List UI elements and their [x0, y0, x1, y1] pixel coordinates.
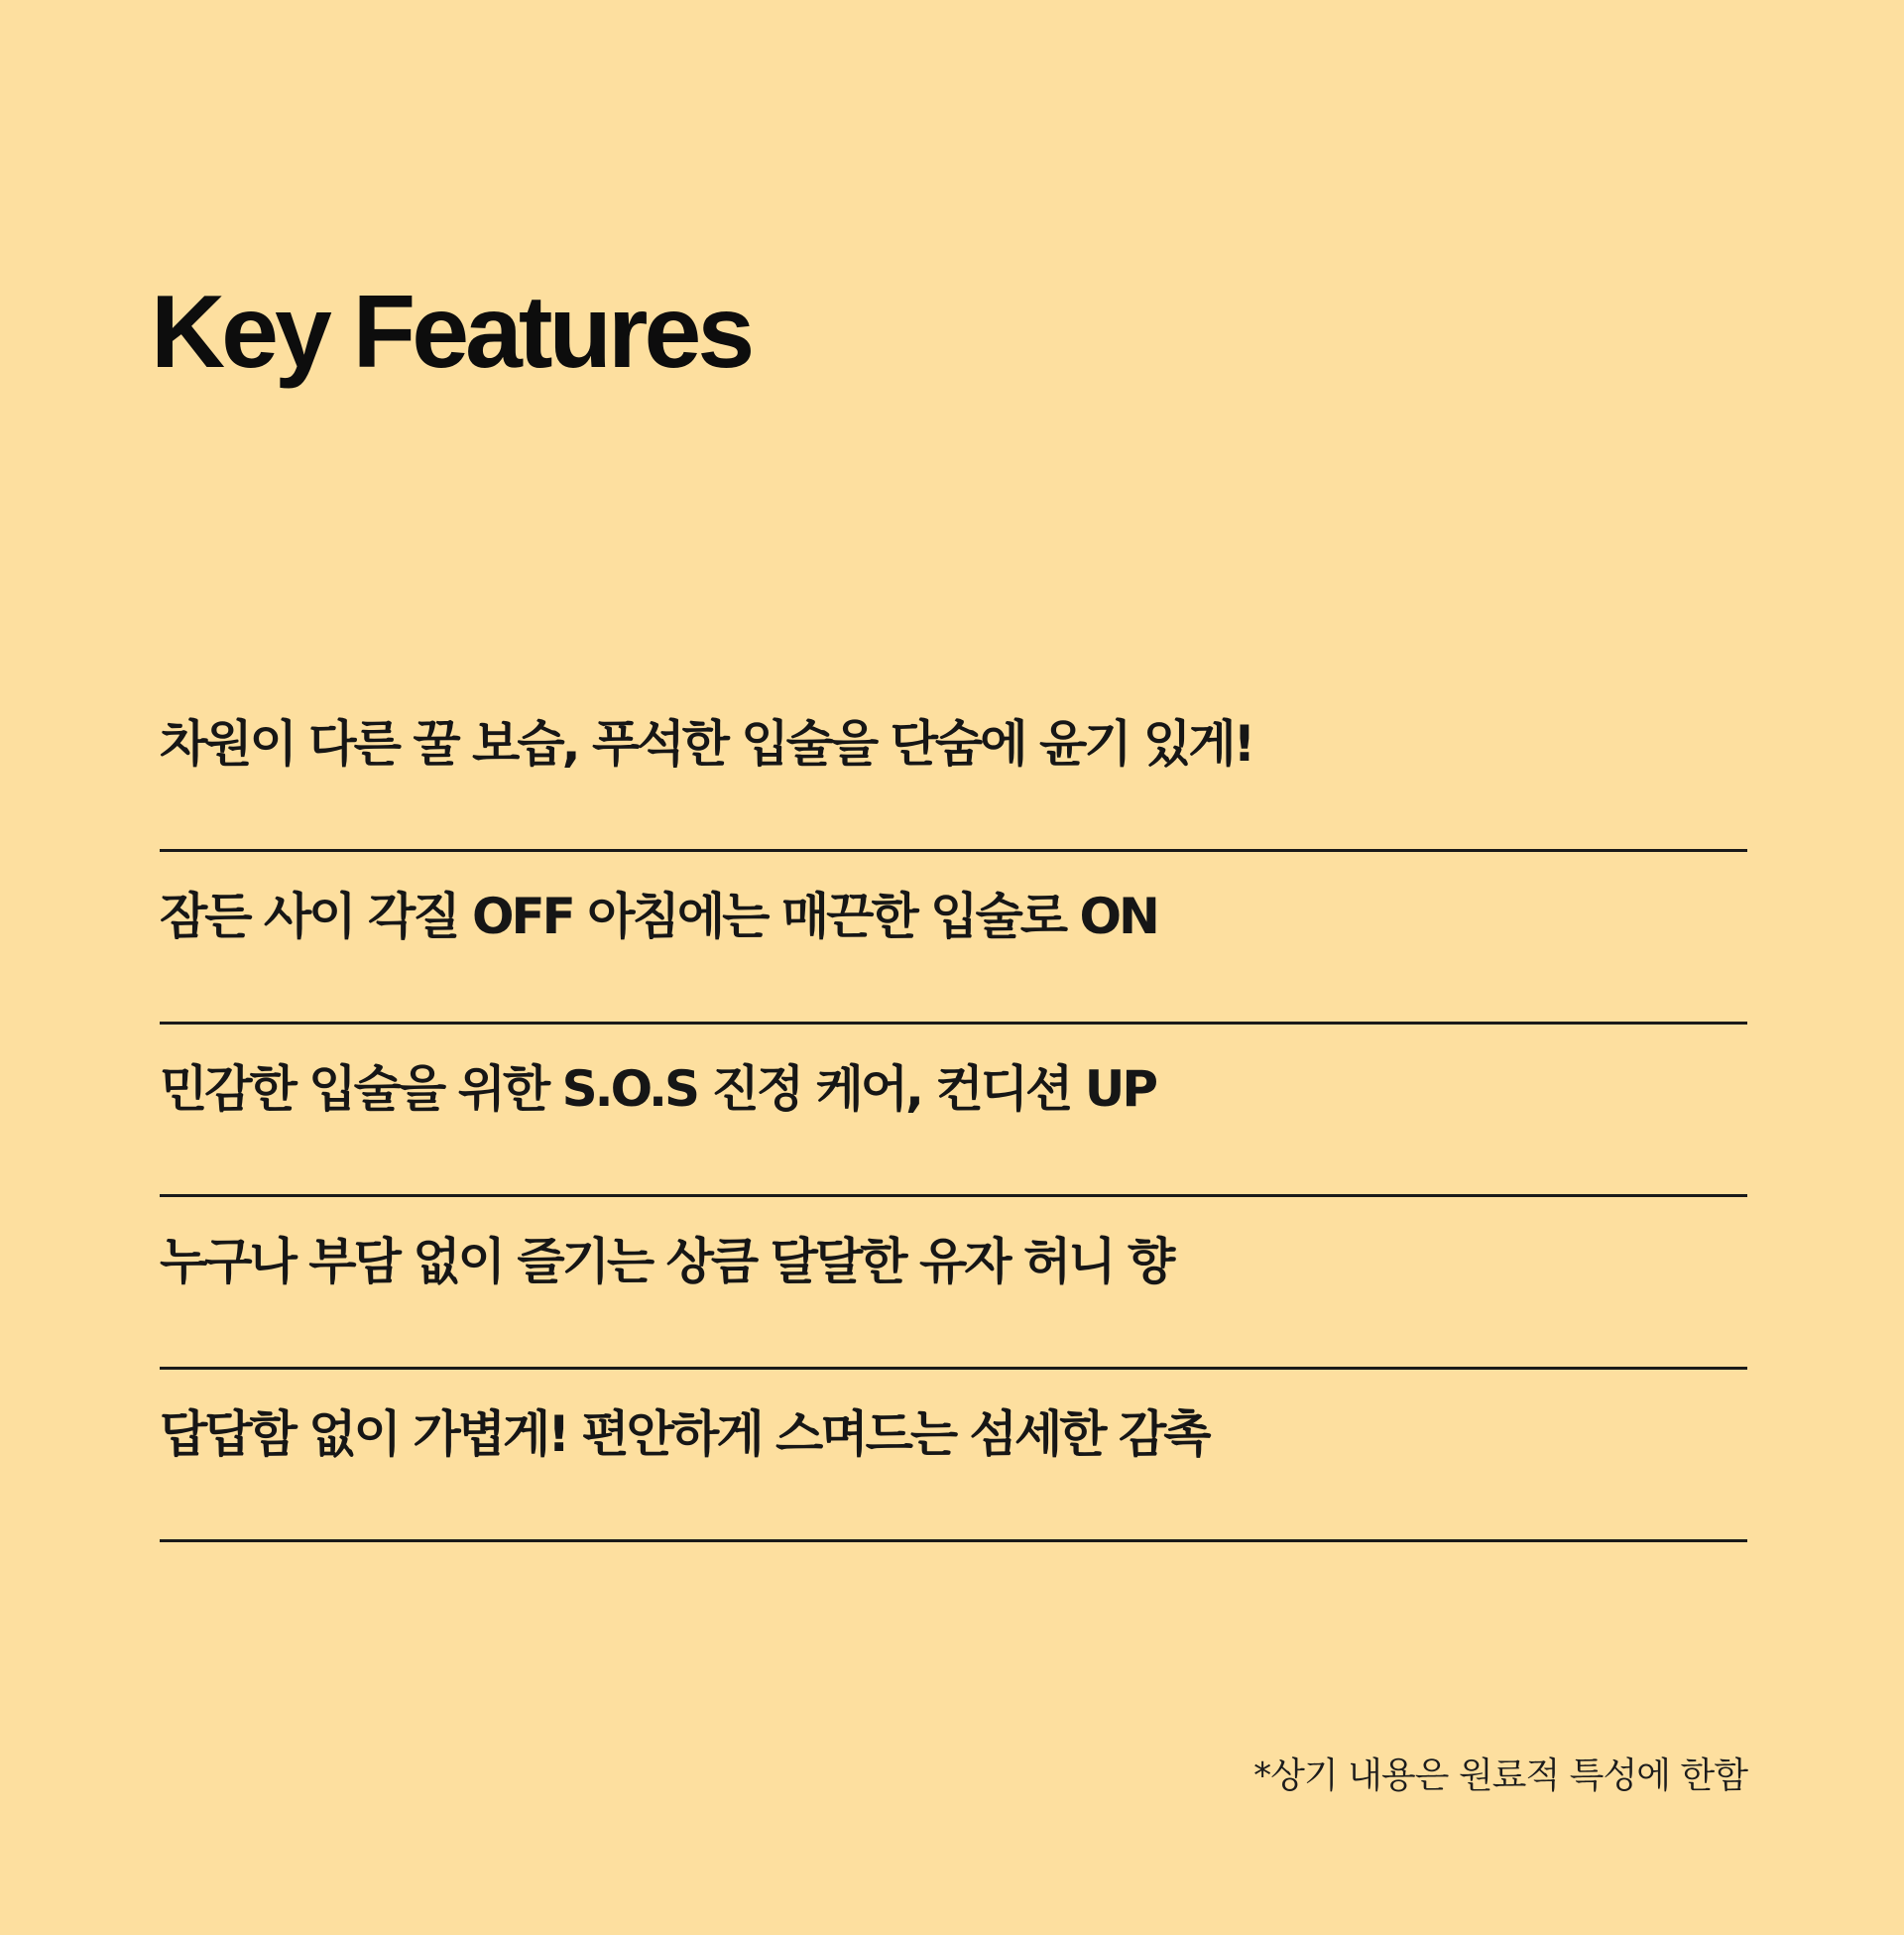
feature-item [160, 1025, 1747, 1197]
feature-item [160, 852, 1747, 1025]
feature-list [160, 679, 1747, 1542]
feature-text: 잠든 사이 각질 OFF 아침에는 매끈한 입술로 ON [160, 888, 1157, 945]
feature-text: 답답함 없이 가볍게! 편안하게 스며드는 섬세한 감촉 [160, 1405, 1209, 1463]
feature-text: 민감한 입술을 위한 S.O.S 진정 케어, 컨디션 UP [160, 1060, 1156, 1118]
feature-text: 누구나 부담 없이 즐기는 상큼 달달한 유자 허니 향 [160, 1233, 1173, 1290]
feature-item [160, 679, 1747, 852]
footnote: *상기 내용은 원료적 특성에 한함 [1253, 1755, 1747, 1796]
feature-item [160, 1197, 1747, 1370]
feature-item [160, 1370, 1747, 1542]
feature-text: 차원이 다른 꿀 보습, 푸석한 입술을 단숨에 윤기 있게! [160, 715, 1253, 773]
page-title: Key Features [151, 275, 752, 390]
